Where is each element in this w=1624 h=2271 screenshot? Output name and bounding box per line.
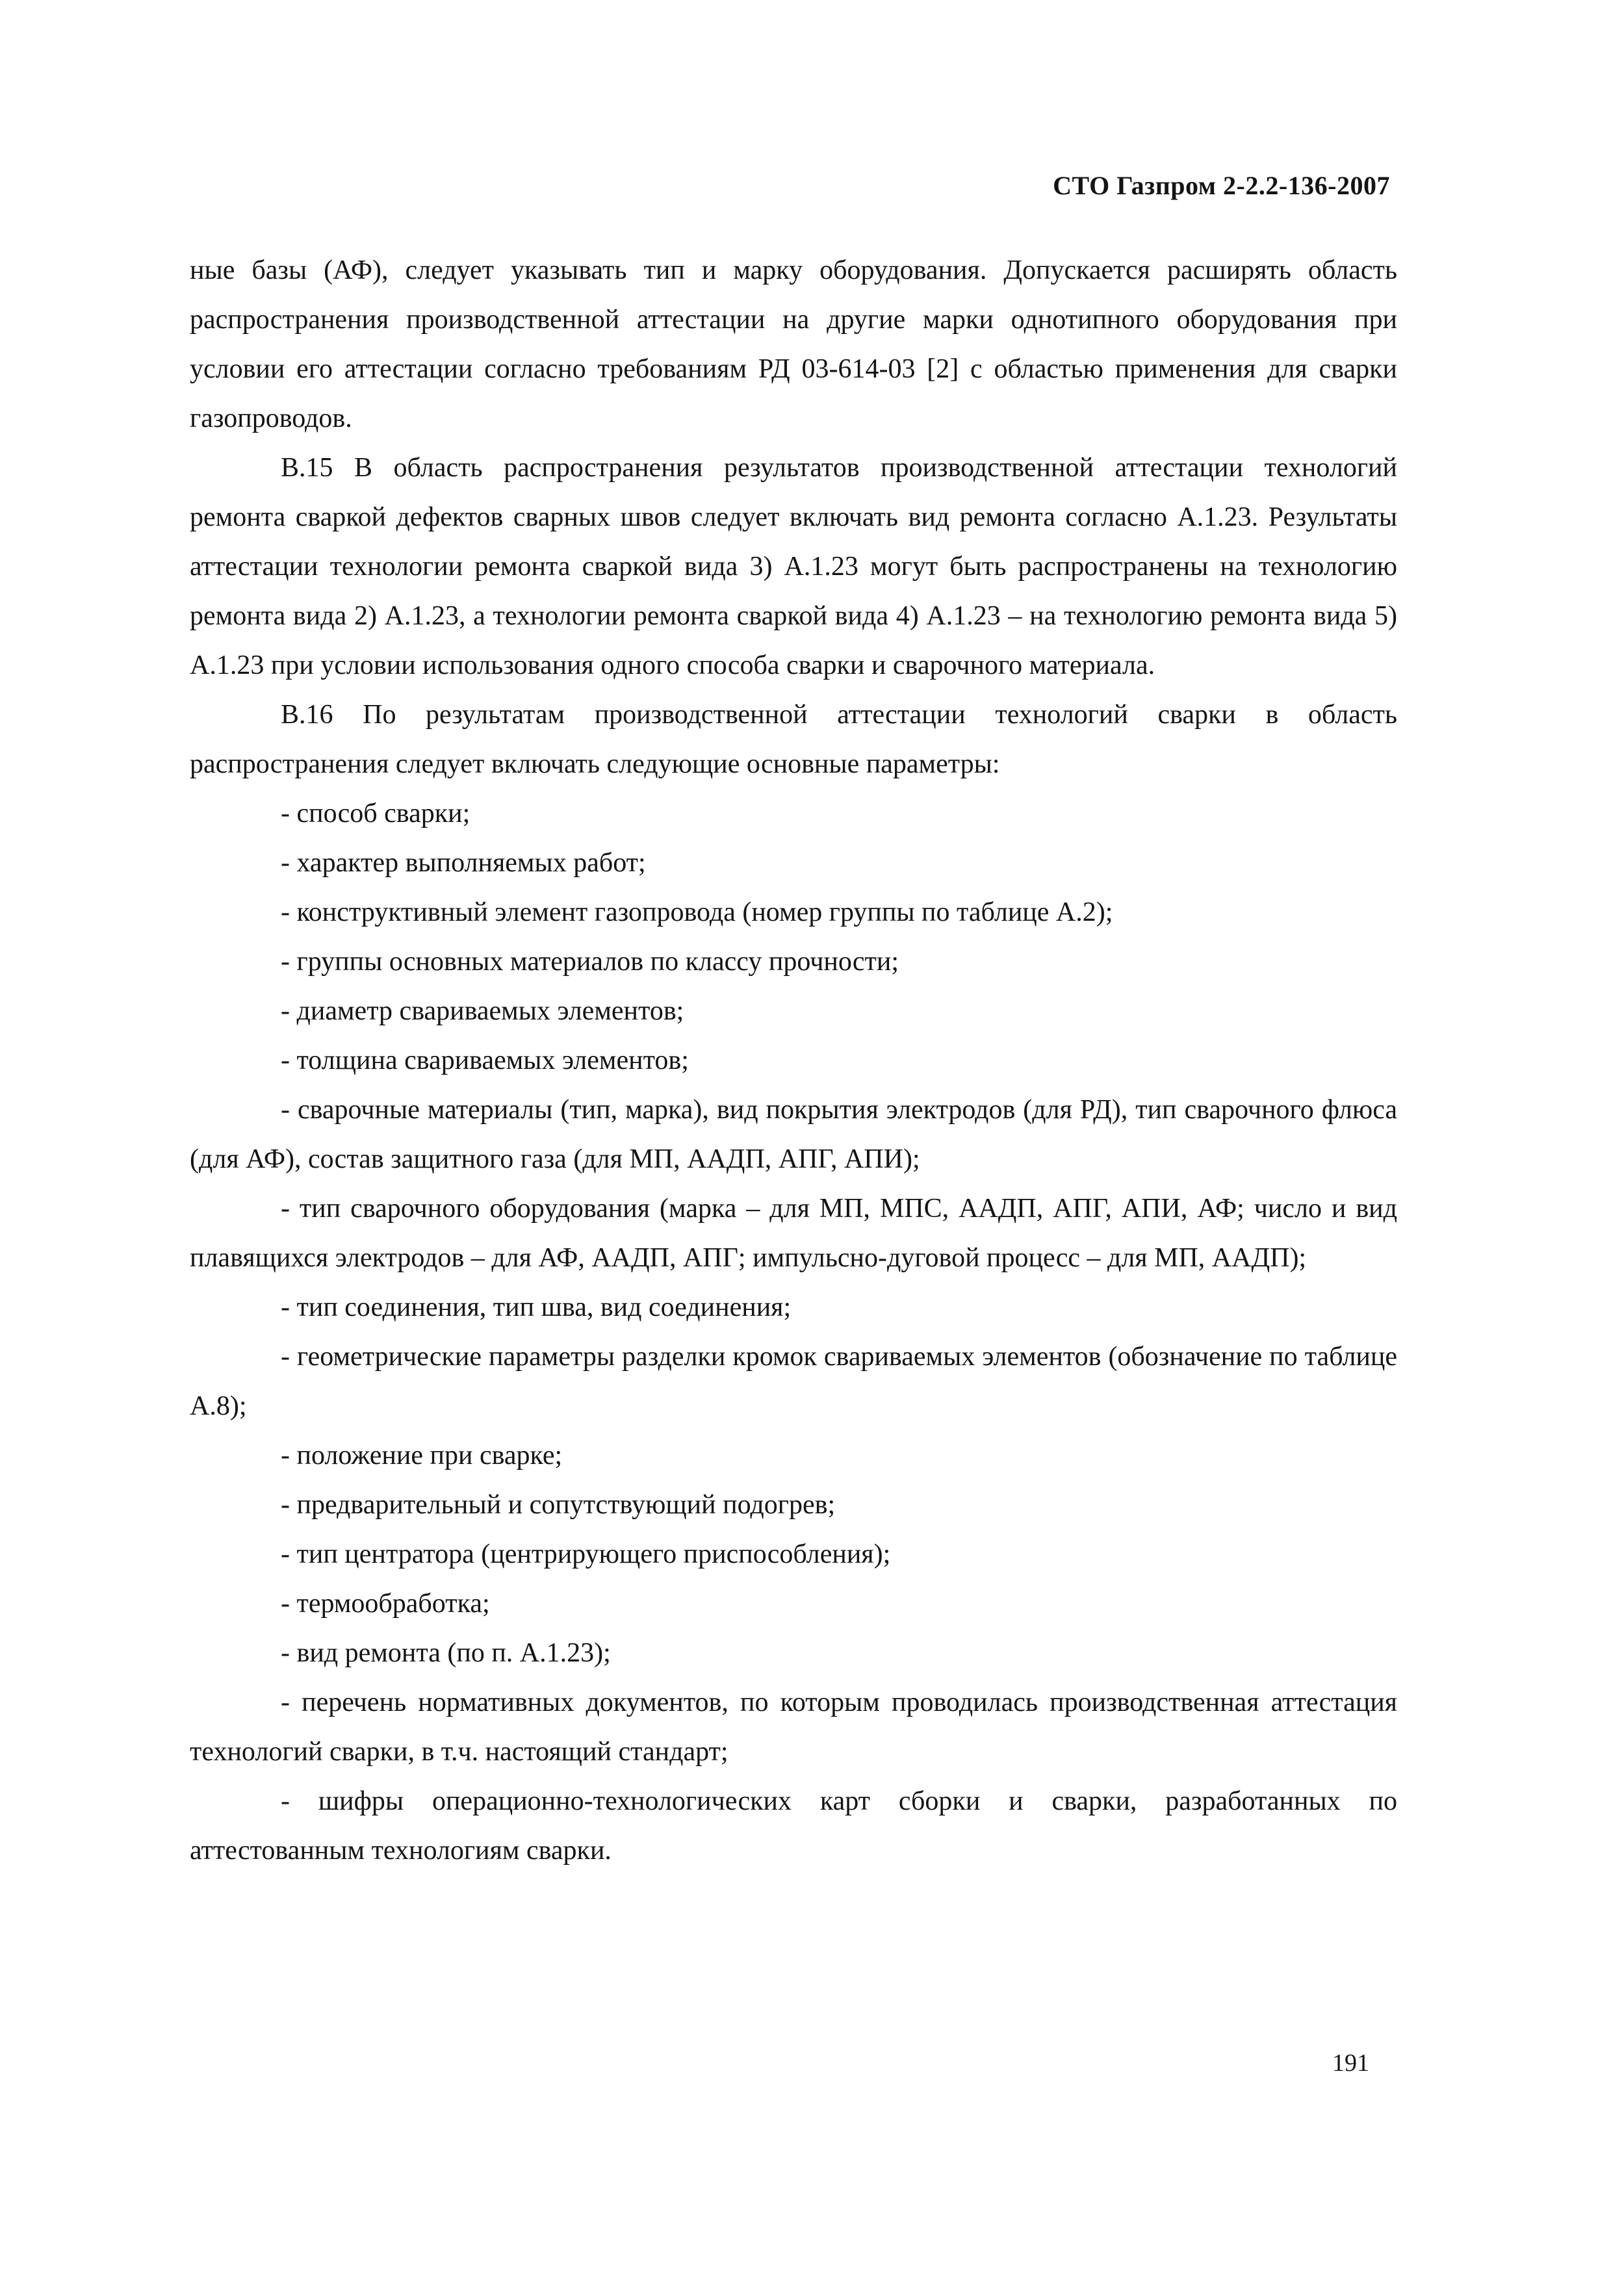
list-item: - предварительный и сопутствующий подогрев; — [281, 1490, 836, 1520]
list-item: - тип соединения, тип шва, вид соединения; — [281, 1292, 792, 1322]
list-item: - тип сварочного оборудования (марка – для МП, МПС, ААДП, АПГ, АПИ, АФ; число и вид плавящихся электродов – для АФ, ААДП, АПГ; импульсно-дуговой процесс – для МП, ААДП); — [190, 1194, 1397, 1273]
page-number: 191 — [1332, 2049, 1369, 2077]
list-item: - характер выполняемых работ; — [281, 848, 646, 878]
list-item: - положение при сварке; — [281, 1441, 563, 1470]
list-item: - перечень нормативных документов, по которым проводилась производственная аттестация технологий сварки, в т.ч. настоящий стандарт; — [190, 1687, 1397, 1767]
paragraph-continuation: ные базы (АФ), следует указывать тип и марку оборудования. Допускается расширять область распространения производственной аттестации на другие марки однотипного оборудования при условии его аттестации согласно требованиям РД 03-614-03 [2] с областью применения для сварки газопроводов. — [190, 255, 1397, 433]
list-item: - тип центратора (центрирующего приспособления); — [281, 1539, 891, 1569]
list-item: - геометрические параметры разделки кромок свариваемых элементов (обозначение по таблице А.8); — [190, 1342, 1397, 1421]
paragraph-b16: В.16 По результатам производственной аттестации технологий сварки в область распространения следует включать следующие основные параметры: — [190, 700, 1397, 779]
list-item: - сварочные материалы (тип, марка), вид покрытия электродов (для РД), тип сварочного флюса (для АФ), состав защитного газа (для МП, ААДП, АПГ, АПИ); — [190, 1095, 1397, 1174]
list-item: - конструктивный элемент газопровода (номер группы по таблице А.2); — [281, 897, 1113, 927]
list-item: - вид ремонта (по п. А.1.23); — [281, 1638, 611, 1668]
paragraph-b15: В.15 В область распространения результатов производственной аттестации технологий ремонта сваркой дефектов сварных швов следует включать вид ремонта согласно А.1.23. Результаты аттестации технологии ремонта сваркой вида 3) А.1.23 могут быть распространены на технологию ремонта вида 2) А.1.23, а технологии ремонта сваркой вида 4) А.1.23 – на технологию ремонта вида 5) А.1.23 при условии использования одного способа сварки и сварочного материала. — [190, 453, 1397, 680]
list-item: - толщина свариваемых элементов; — [281, 1046, 689, 1075]
list-item: - способ сварки; — [281, 799, 470, 828]
list-item: - группы основных материалов по классу прочности; — [281, 947, 899, 977]
list-item: - термообработка; — [281, 1589, 490, 1619]
document-body — [190, 246, 1397, 1875]
list-item: - шифры операционно-технологических карт сборки и сварки, разработанных по аттестованным технологиям сварки. — [190, 1786, 1397, 1866]
list-item: - диаметр свариваемых элементов; — [281, 996, 684, 1026]
document-code-header: СТО Газпром 2-2.2-136-2007 — [1053, 171, 1390, 200]
